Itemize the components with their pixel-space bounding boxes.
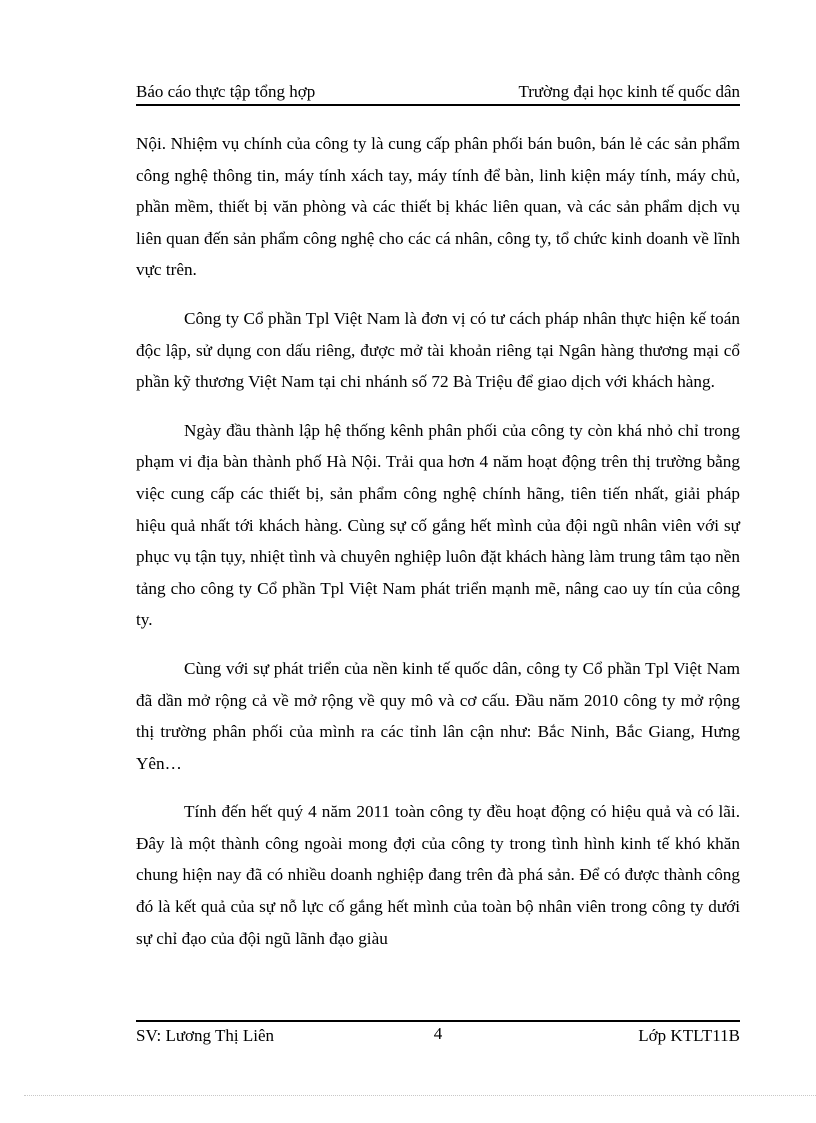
footer-divider — [136, 1020, 740, 1022]
page-number: 4 — [433, 1024, 443, 1043]
paragraph-4: Cùng với sự phát triển của nền kinh tế quốc dân, công ty Cổ phần Tpl Việt Nam đã dần mở rộng cả về mở rộng về quy mô và cơ cấu. Đầu năm 2010 công ty mở rộng thị trường phân phối của mình ra các tỉnh lân cận như: Bắc Ninh, Bắc Giang, Hưng Yên… — [136, 658, 740, 773]
page-edge-divider — [24, 1095, 816, 1096]
footer-student-name: SV: Lương Thị Liên — [136, 1026, 274, 1045]
body-text — [136, 128, 740, 971]
paragraph-1: Nội. Nhiệm vụ chính của công ty là cung cấp phân phối bán buôn, bán lẻ các sản phẩm công nghệ thông tin, máy tính xách tay, máy tính để bàn, linh kiện máy tính, máy chủ, phần mềm, thiết bị văn phòng và các thiết bị khác liên quan, và các sản phẩm dịch vụ liên quan đến sản phẩm công nghệ cho các cá nhân, công ty, tổ chức kinh doanh về lĩnh vực trên. — [136, 134, 740, 280]
header-report-title: Báo cáo thực tập tổng hợp — [136, 82, 316, 101]
paragraph-5: Tính đến hết quý 4 năm 2011 toàn công ty đều hoạt động có hiệu quả và có lãi. Đây là một thành công ngoài mong đợi của công ty trong tình hình kinh tế khó khăn chung hiện nay đã có nhiều doanh nghiệp đang trên đà phá sản. Để có được thành công đó là kết quả của sự nỗ lực cố gắng hết mình của toàn bộ nhân viên trong công ty dưới sự chỉ đạo của đội ngũ lãnh đạo giàu — [136, 802, 740, 948]
page-header — [136, 76, 740, 106]
footer-class: Lớp KTLT11B — [638, 1026, 740, 1045]
paragraph-2: Công ty Cổ phần Tpl Việt Nam là đơn vị có tư cách pháp nhân thực hiện kế toán độc lập, sử dụng con dấu riêng, được mở tài khoản riêng tại Ngân hàng thương mại cổ phần kỹ thương Việt Nam tại chi nhánh số 72 Bà Triệu để giao dịch với khách hàng. — [136, 308, 740, 392]
paragraph-3: Ngày đầu thành lập hệ thống kênh phân phối của công ty còn khá nhỏ chỉ trong phạm vi địa bàn thành phố Hà Nội. Trải qua hơn 4 năm hoạt động trên thị trường bằng việc cung cấp các thiết bị, sản phẩm công nghệ chính hãng, tiên tiến nhất, giải pháp hiệu quả nhất tới khách hàng. Cùng sự cố gắng hết mình của đội ngũ nhân viên với sự phục vụ tận tụy, nhiệt tình và chuyên nghiệp luôn đặt khách hàng làm trung tâm tạo nền tảng cho công ty Cổ phần Tpl Việt Nam phát triển mạnh mẽ, nâng cao uy tín của công ty. — [136, 420, 740, 630]
header-university: Trường đại học kinh tế quốc dân — [518, 82, 740, 101]
page-footer — [136, 1026, 740, 1048]
